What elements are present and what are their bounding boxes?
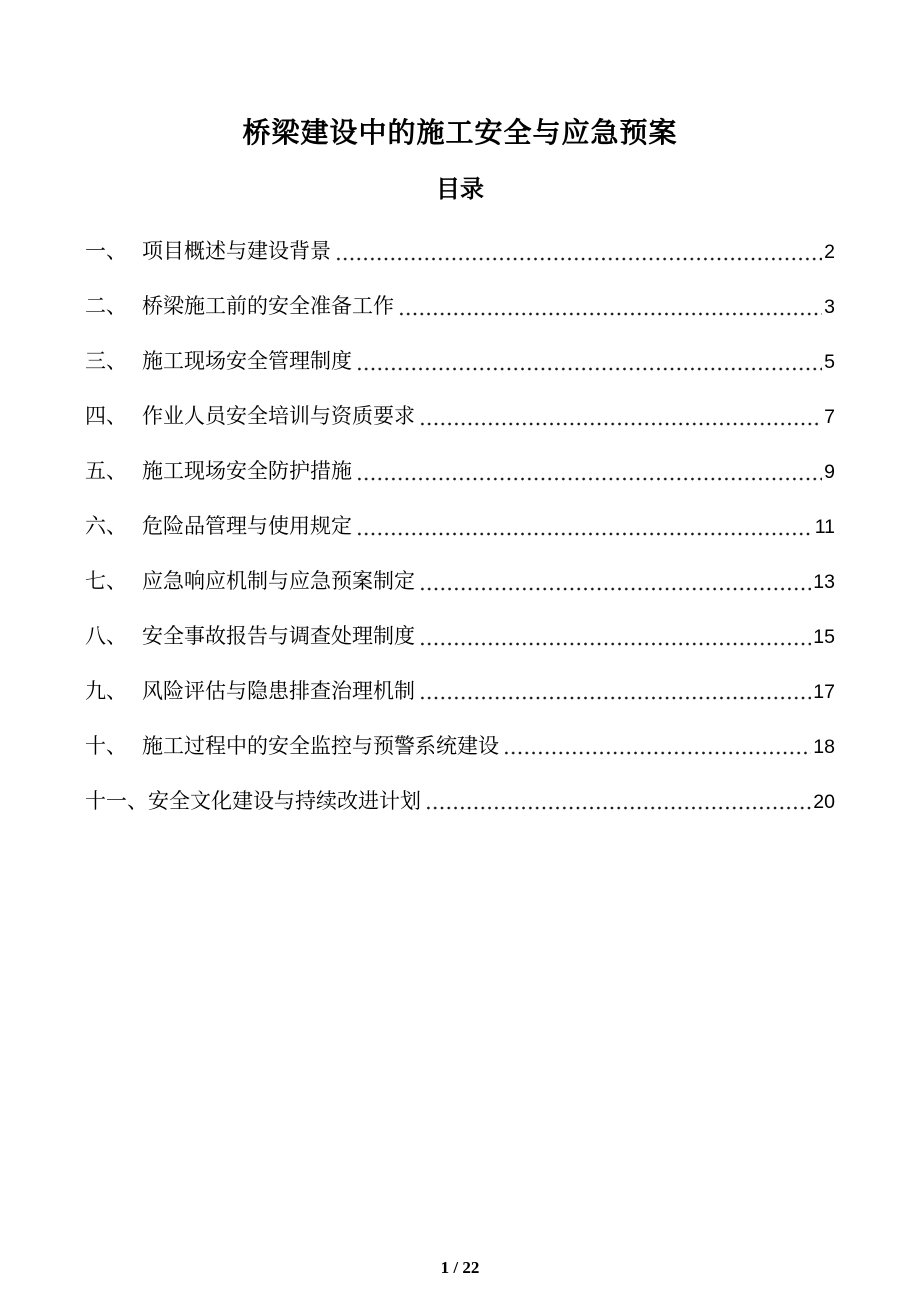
dotted-leader [503,733,811,759]
table-of-contents [85,238,835,814]
toc-entry-number: 六、 [85,514,127,539]
toc-entry-title: 施工现场安全防护措施 [142,459,352,484]
toc-entry-page: 15 [813,625,835,648]
toc-entry-number: 一、 [85,239,127,264]
toc-entry[interactable] [85,623,835,649]
dotted-leader [335,238,822,264]
page-number-footer: 1 / 22 [440,1258,480,1277]
toc-entry[interactable] [85,513,835,539]
toc-entry-page: 13 [813,571,835,593]
dotted-leader [425,788,811,814]
toc-entry-title: 项目概述与建设背景 [142,239,331,264]
toc-entry-title: 安全事故报告与调查处理制度 [142,624,415,649]
toc-entry-title: 桥梁施工前的安全准备工作 [142,294,394,319]
toc-entry[interactable] [85,458,835,484]
toc-entry-number: 三、 [85,349,127,374]
toc-entry-number: 二、 [85,294,127,319]
toc-entry[interactable] [85,788,835,814]
toc-entry[interactable] [85,568,835,594]
document-title: 桥梁建设中的施工安全与应急预案 [242,117,678,148]
toc-entry-page: 11 [814,516,835,539]
dotted-leader [398,293,822,319]
toc-entry[interactable] [85,733,835,759]
toc-entry-number: 九、 [85,679,127,704]
toc-entry-title: 安全文化建设与持续改进计划 [148,788,421,813]
toc-entry-page: 17 [813,680,835,703]
toc-entry-title: 风险评估与隐患排查治理机制 [142,679,415,704]
dotted-leader [419,678,811,704]
toc-entry[interactable] [85,238,835,264]
toc-entry[interactable] [85,678,835,704]
toc-entry-title: 施工现场安全管理制度 [142,349,352,374]
toc-entry-page: 7 [824,406,835,429]
toc-entry-number: 四、 [85,404,127,429]
toc-entry-page: 5 [824,351,835,374]
dotted-leader [356,348,822,374]
toc-entry-page: 20 [813,790,835,813]
toc-entry[interactable] [85,293,835,319]
toc-entry-title: 施工过程中的安全监控与预警系统建设 [142,733,499,758]
toc-entry-title: 危险品管理与使用规定 [142,514,352,539]
dotted-leader [419,623,811,649]
toc-entry-number: 五、 [85,459,127,484]
dotted-leader [419,568,811,594]
toc-entry-page: 9 [824,461,835,484]
toc-entry-number: 八、 [85,624,127,649]
toc-entry-page: 3 [824,296,835,319]
dotted-leader [419,403,822,429]
dotted-leader [356,458,822,484]
toc-entry-page: 18 [813,735,835,758]
toc-heading: 目录 [436,175,484,203]
dotted-leader [356,513,813,539]
toc-entry-page: 2 [824,241,835,264]
toc-entry[interactable] [85,348,835,374]
toc-entry-title: 作业人员安全培训与资质要求 [142,404,415,429]
toc-entry[interactable] [85,403,835,429]
toc-entry-title: 应急响应机制与应急预案制定 [142,569,415,594]
toc-entry-number: 十、 [85,733,127,758]
toc-entry-number: 七、 [85,569,127,594]
toc-entry-number: 十一、 [85,788,148,813]
